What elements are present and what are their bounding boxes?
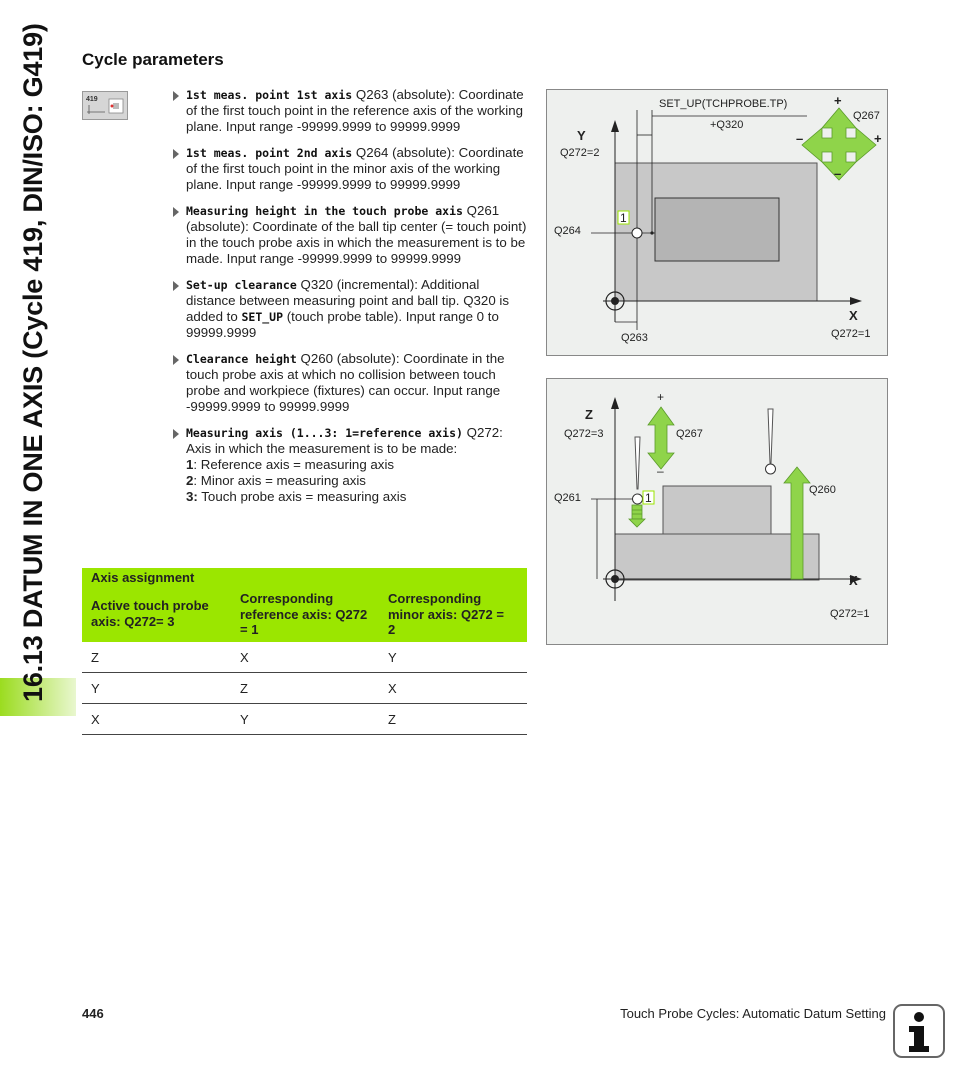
param-description: Q272: Axis in which the measurement is to be made: [186,425,503,456]
x-axis-arrow [850,297,862,305]
bullet-arrow-icon [173,149,179,159]
param-name: Clearance height [186,352,297,366]
option-1: 1: Reference axis = measuring axis [186,457,395,472]
marker-label: 1 [645,491,652,505]
param-name: 1st meas. point 2nd axis [186,146,353,160]
approach-arrow-icon [629,505,645,527]
option-2: 2: Minor axis = measuring axis [186,473,366,488]
pocket [655,198,779,261]
side-view-diagram [547,379,887,644]
param-description: Q320 (incremental): Additional distance between measuring point and ball tip. Q320 is added to [186,277,510,324]
x-axis-label: X [849,573,858,588]
set-up-label: SET_UP(TCHPROBE.TP) [659,98,788,110]
page-number: 446 [82,1006,104,1021]
table-header [82,568,527,642]
clearance-probe-icon [766,409,776,474]
table-cell: Z [388,712,396,727]
q264-label: Q264 [554,225,581,237]
figure-side-view [546,378,888,645]
plus-label: + [874,131,882,146]
param-name: Measuring axis (1...3: 1=reference axis) [186,426,463,440]
param-name: Set-up clearance [186,278,297,292]
table-cell: Y [240,712,249,727]
z-axis-arrow [611,397,619,409]
z-axis-label: Z [585,407,593,422]
header-cell: Corresponding reference axis: Q272 = 1 [240,591,368,637]
param-name: Measuring height in the touch probe axis [186,204,463,218]
bullet-arrow-icon [173,429,179,439]
param-q272 [172,425,527,505]
svg-text:419: 419 [86,96,98,103]
q272-1-label: Q272=1 [830,608,870,620]
plus-label: + [834,93,842,108]
q272-2-label: Q272=2 [560,147,600,159]
table-caption: Axis assignment [91,570,195,585]
table-row [82,704,527,735]
marker-label: 1 [620,211,627,225]
q320-label: +Q320 [710,119,744,131]
touch-probe-icon [633,437,643,504]
param-description: Q260 (absolute): Coordinate in the touch probe axis at which no collision between touch probe and workpiece (fixtures) can occur. Input range -99999.9999 to 99999.9999 [186,351,505,414]
table-row [82,642,527,673]
minus-label: – [796,131,804,146]
param-description: Q263 (absolute): Coordinate of the first touch point in the reference axis of the working plane. Input range -99999.9999 to 99999.9999 [186,87,524,134]
table-cell: X [388,681,397,696]
param-code: SET_UP [241,310,284,324]
param-q261 [172,203,527,267]
bullet-arrow-icon [173,281,179,291]
minus-label: – [834,166,842,181]
bullet-arrow-icon [173,355,179,365]
x-axis-label: X [849,308,858,323]
param-q263 [172,87,527,135]
footer-text: Touch Probe Cycles: Automatic Datum Setting [620,1006,886,1021]
chapter-sidebar [0,0,76,716]
param-q264 [172,145,527,193]
bullet-arrow-icon [173,207,179,217]
q267-label: Q267 [853,110,880,122]
table-cell: Y [388,650,397,665]
table-row [82,673,527,704]
param-q320 [172,277,527,341]
page-heading: Cycle parameters [82,50,224,69]
axis-assignment-table [82,568,527,735]
q267-label: Q267 [676,428,703,440]
info-icon [893,1004,945,1058]
raised-block [663,486,771,534]
q260-label: Q260 [809,484,836,496]
working-plane-diagram [547,90,887,355]
table-cell: Y [91,681,100,696]
option-3: 3: Touch probe axis = measuring axis [186,489,407,504]
param-description-cont: (touch probe table). Input range 0 to 99999.9999 [186,309,499,340]
q267-arrow-icon [648,407,674,469]
base-block [615,534,819,580]
minus-label: – [657,464,664,478]
figure-working-plane [546,89,888,356]
table-cell: Z [91,650,99,665]
table-cell: X [240,650,249,665]
q272-1-label: Q272=1 [831,328,871,340]
touch-point-icon [632,228,642,238]
y-axis-arrow [611,120,619,132]
q261-label: Q261 [554,492,581,504]
header-cell: Active touch probe axis: Q272= 3 [91,598,209,629]
plus-label: + [657,390,665,404]
y-axis-label: Y [577,128,586,143]
param-q260 [172,351,527,415]
chapter-title: 16.13 DATUM IN ONE AXIS (Cycle 419, DIN/ISO: G419) [18,23,48,702]
cycle-softkey-icon [82,91,128,120]
q272-3-label: Q272=3 [564,428,604,440]
table-cell: X [91,712,100,727]
param-name: 1st meas. point 1st axis [186,88,353,102]
param-description: Q264 (absolute): Coordinate of the first touch point in the minor axis of the working plane. Input range -99999.9999 to 99999.9999 [186,145,524,192]
parameter-list [172,87,527,515]
q263-label: Q263 [621,332,648,344]
table-cell: Z [240,681,248,696]
param-description: Q261 (absolute): Coordinate of the ball tip center (= touch point) in the touch probe axis in which the measurement is to be made. Input range -99999.9999 to 99999.9999 [186,203,527,266]
bullet-arrow-icon [173,91,179,101]
header-cell: Corresponding minor axis: Q272 = 2 [388,591,504,637]
